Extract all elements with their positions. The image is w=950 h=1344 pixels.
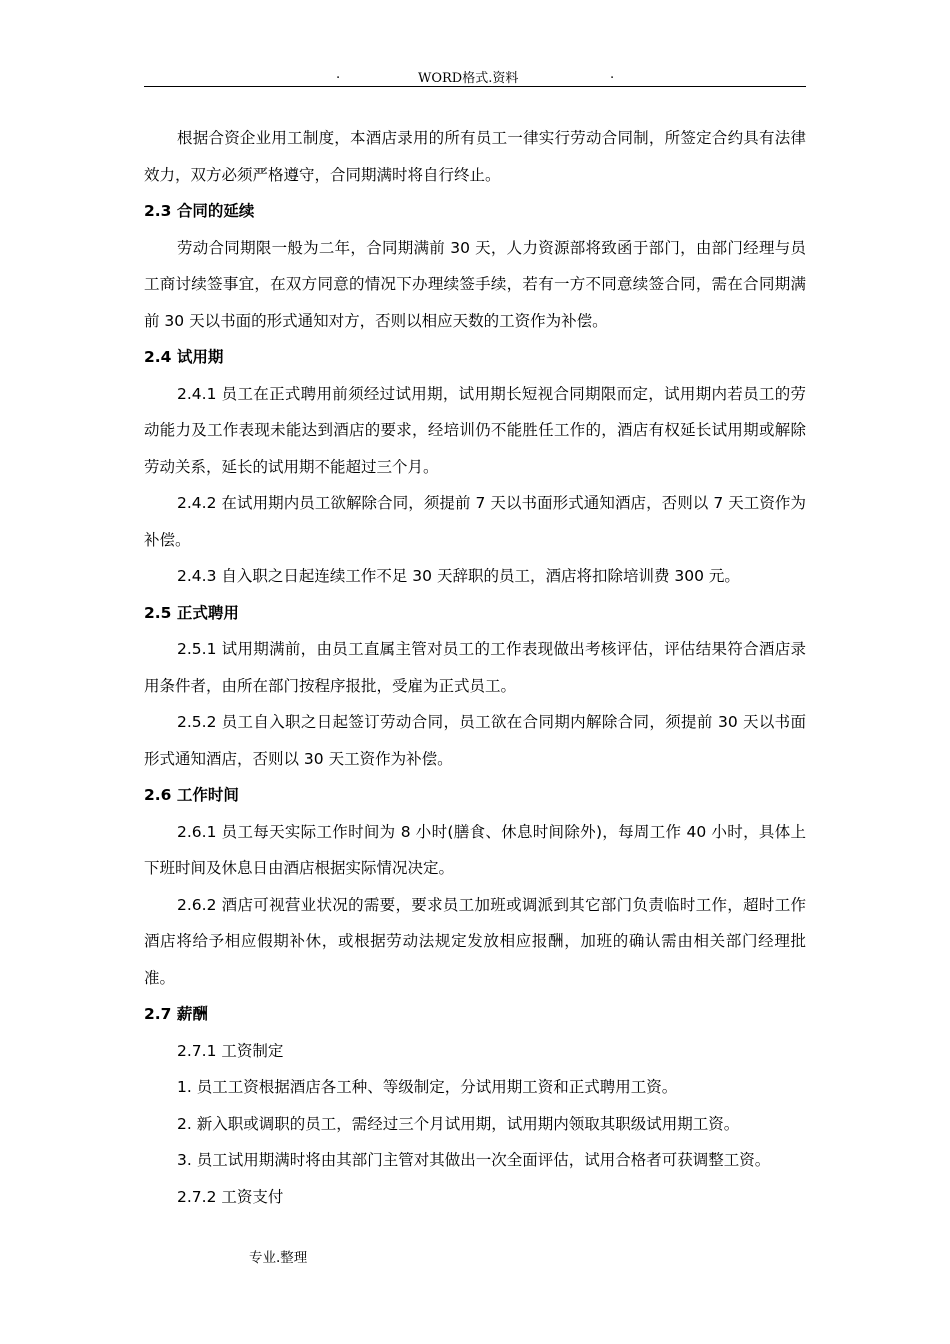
paragraph-2-7-2: 2.7.2 工资支付 [177, 1187, 284, 1206]
paragraph-2-6-2: 2.6.2 酒店可视营业状况的需要，要求员工加班或调派到其它部门负责临时工作，超时工作酒店将给予相应假期补休，或根据劳动法规定发放相应报酬，加班的确认需由相关部门经理批准。 [144, 895, 806, 987]
heading-2-3: 2.3 合同的延续 [144, 202, 255, 220]
paragraph-2-5-1: 2.5.1 试用期满前，由员工直属主管对员工的工作表现做出考核评估，评估结果符合酒店录用条件者，由所在部门按程序报批，受雇为正式员工。 [144, 640, 806, 695]
header-dot-left: . [336, 67, 341, 82]
document-body [144, 120, 806, 1215]
heading-2-7: 2.7 薪酬 [144, 1005, 208, 1023]
list-item-3: 3. 员工试用期满时将由其部门主管对其做出一次全面评估，试用合格者可获调整工资。 [177, 1151, 771, 1169]
paragraph-2-4-1: 2.4.1 员工在正式聘用前须经过试用期，试用期长短视合同期限而定，试用期内若员工的劳动能力及工作表现未能达到酒店的要求，经培训仍不能胜任工作的，酒店有权延长试用期或解除劳动关系，延长的试用期不能超过三个月。 [144, 384, 806, 476]
paragraph-2-4-2: 2.4.2 在试用期内员工欲解除合同，须提前 7 天以书面形式通知酒店，否则以 7 天工资作为补偿。 [144, 494, 806, 549]
heading-2-5: 2.5 正式聘用 [144, 603, 239, 622]
header-title: WORD格式.资料 [418, 71, 519, 86]
paragraph-2-7-1: 2.7.1 工资制定 [177, 1041, 284, 1060]
heading-2-4: 2.4 试用期 [144, 348, 224, 366]
heading-2-6: 2.6 工作时间 [144, 786, 239, 804]
page-footer: 专业.整理 [249, 1250, 308, 1266]
paragraph-2-5-2: 2.5.2 员工自入职之日起签订劳动合同，员工欲在合同期内解除合同，须提前 30 天以书面形式通知酒店，否则以 30 天工资作为补偿。 [144, 713, 806, 768]
paragraph-2-3: 劳动合同期限一般为二年，合同期满前 30 天，人力资源部将致函于部门，由部门经理与员工商讨续签事宜，在双方同意的情况下办理续签手续，若有一方不同意续签合同，需在合同期满前 30 天以书面的形式通知对方，否则以相应天数的工资作为补偿。 [144, 238, 806, 330]
list-item-2: 2. 新入职或调职的员工，需经过三个月试用期，试用期内领取其职级试用期工资。 [177, 1114, 740, 1133]
paragraph-2-4-3: 2.4.3 自入职之日起连续工作不足 30 天辞职的员工，酒店将扣除培训费 300 元。 [177, 567, 740, 585]
paragraph-contract-system: 根据合资企业用工制度，本酒店录用的所有员工一律实行劳动合同制，所签定合约具有法律效力，双方必须严格遵守，合同期满时将自行终止。 [144, 129, 806, 184]
paragraph-2-6-1: 2.6.1 员工每天实际工作时间为 8 小时(膳食、休息时间除外)，每周工作 40 小时，具体上下班时间及休息日由酒店根据实际情况决定。 [144, 822, 806, 877]
header-dot-right: . [610, 67, 615, 82]
list-item-1: 1. 员工工资根据酒店各工种、等级制定，分试用期工资和正式聘用工资。 [177, 1078, 678, 1096]
page-header [144, 64, 806, 87]
